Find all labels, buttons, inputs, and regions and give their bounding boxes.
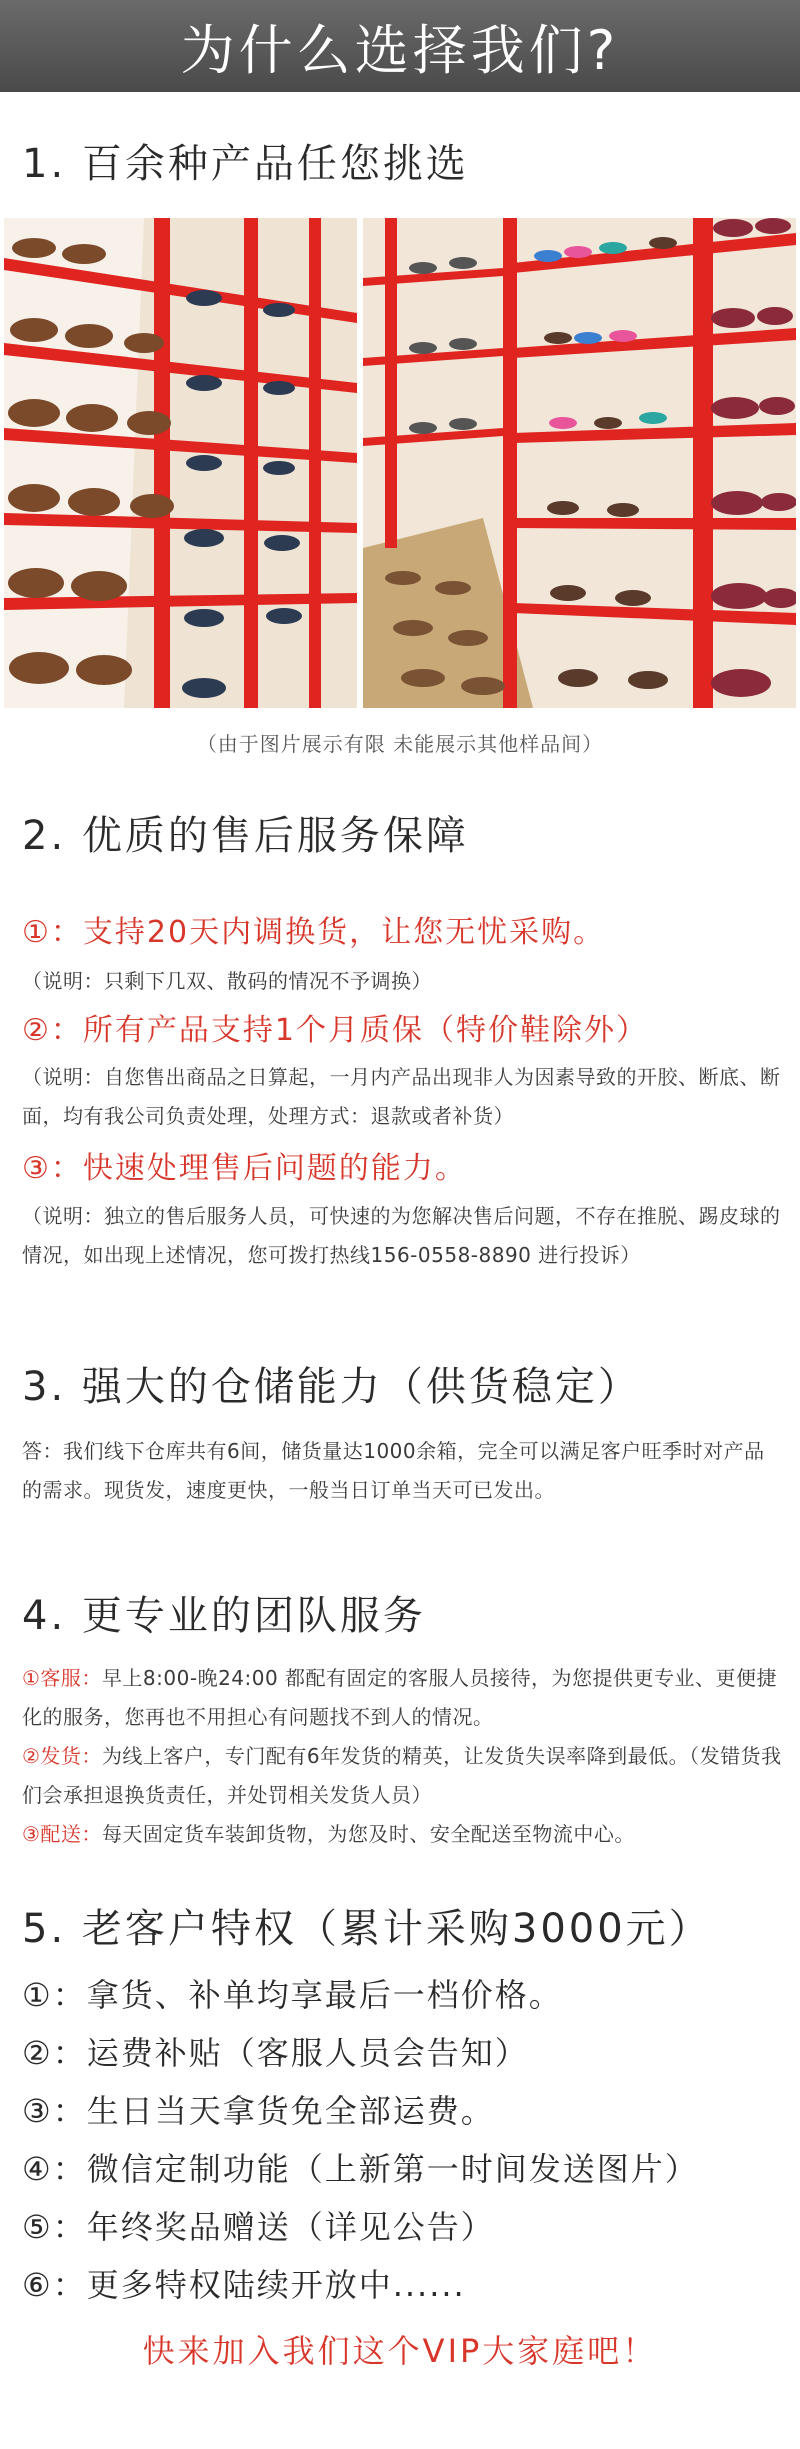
kefu-label: ①客服： <box>22 1666 102 1690</box>
peisong-text: 每天固定货车装卸货物，为您及时、安全配送至物流中心。 <box>101 1822 635 1846</box>
section3-title: 3. 强大的仓储能力（供货稳定） <box>22 1364 641 1410</box>
shoe-shelf-illustration-right <box>363 218 796 708</box>
storage-text: 答：我们线下仓库共有6间，储货量达1000余箱，完全可以满足客户旺季时对产品的需求。现货发，速度更快，一般当日订单当天可已发出。 <box>22 1439 765 1502</box>
fahuo-text: 为线上客户，专门配有6年发货的精英，让发货失误率降到最低。（发错货我们会承担退换货责任，并处罚相关发货人员） <box>22 1744 782 1807</box>
service-peisong <box>22 1815 782 1854</box>
perk-list <box>22 1970 699 2318</box>
perk-item: ②：运费补贴（客服人员会告知） <box>22 2034 529 2072</box>
service-kefu <box>22 1659 782 1737</box>
fahuo-label: ②发货： <box>22 1744 102 1768</box>
perk-item: ①：拿货、补单均享最后一档价格。 <box>22 1976 563 2014</box>
section5-title: 5. 老客户特权（累计采购3000元） <box>22 1906 712 1952</box>
perk-item: ④：微信定制功能（上新第一时间发送图片） <box>22 2150 699 2188</box>
section1-title: 1. 百余种产品任您挑选 <box>22 141 469 187</box>
service-note-1: （说明：只剩下几双、散码的情况不予调换） <box>22 969 432 993</box>
perk-item: ⑤：年终奖品赠送（详见公告） <box>22 2208 495 2246</box>
perk-item: ⑥：更多特权陆续开放中...... <box>22 2266 466 2304</box>
shoe-shelf-illustration-left <box>4 218 357 708</box>
service-item-3: ③：快速处理售后问题的能力。 <box>22 1151 467 1186</box>
page-title: 为什么选择我们? <box>180 18 620 82</box>
service-item-1: ①：支持20天内调换货，让您无忧采购。 <box>22 915 606 950</box>
store-photo-right <box>363 218 796 708</box>
service-note-3: （说明：独立的售后服务人员，可快速的为您解决售后问题，不存在推脱、踢皮球的情况，如出现上述情况，您可拨打热线156-0558-8890 进行投诉） <box>22 1204 781 1267</box>
team-services <box>22 1659 782 1854</box>
perk-item: ③：生日当天拿货免全部运费。 <box>22 2092 495 2130</box>
section2-title: 2. 优质的售后服务保障 <box>22 813 469 859</box>
photo-caption: （由于图片展示有限 未能展示其他样品间） <box>196 732 604 756</box>
service-fahuo <box>22 1737 782 1815</box>
kefu-text: 早上8:00-晚24:00 都配有固定的客服人员接待，为您提供更专业、更便捷化的服务，您再也不用担心有问题找不到人的情况。 <box>22 1666 778 1729</box>
header-banner <box>0 0 800 92</box>
store-photo-left <box>4 218 357 708</box>
section4-title: 4. 更专业的团队服务 <box>22 1593 426 1639</box>
service-item-2: ②：所有产品支持1个月质保（特价鞋除外） <box>22 1013 648 1048</box>
service-note-2: （说明：自您售出商品之日算起，一月内产品出现非人为因素导致的开胶、断底、断面，均有我公司负责处理，处理方式：退款或者补货） <box>22 1065 781 1128</box>
peisong-label: ③配送： <box>22 1822 102 1846</box>
store-photos <box>4 218 796 708</box>
vip-call-to-action: 快来加入我们这个VIP大家庭吧！ <box>142 2332 658 2370</box>
